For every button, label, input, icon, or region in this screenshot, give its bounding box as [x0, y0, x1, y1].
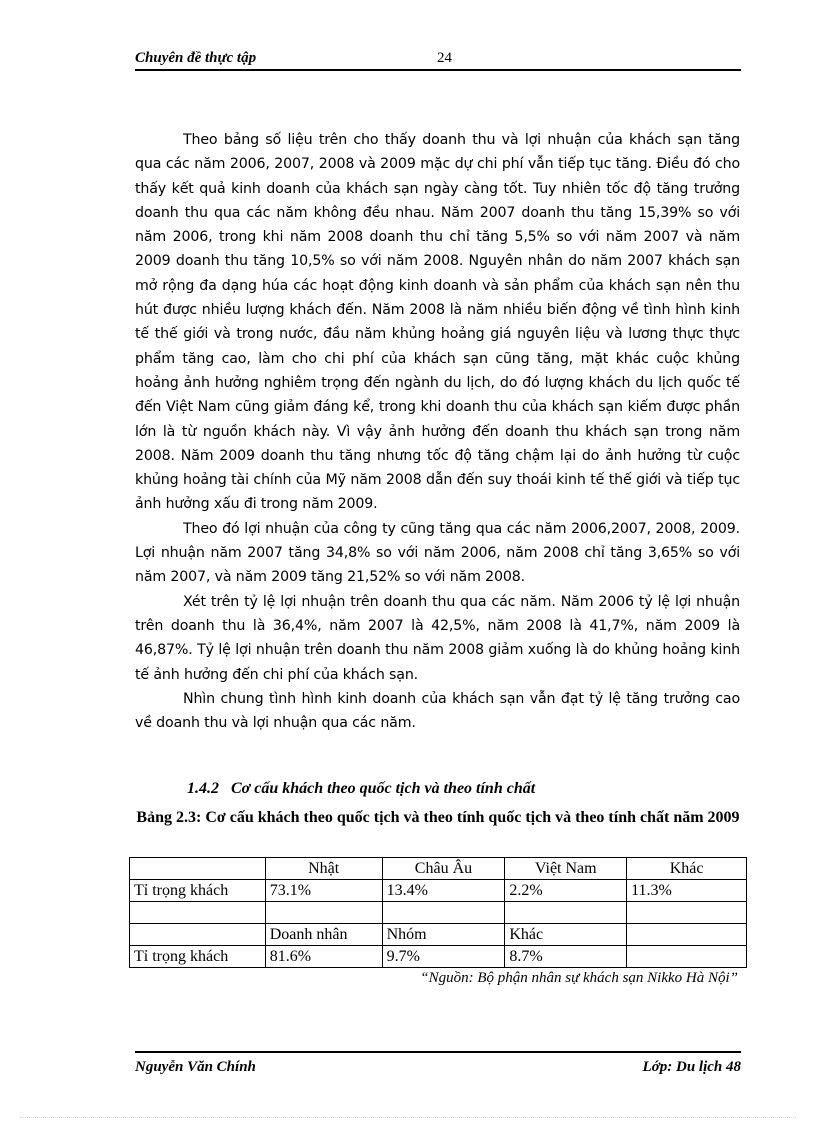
table-caption: Bảng 2.3: Cơ cấu khách theo quốc tịch và theo tính quốc tịch và theo tính chất năm 2009 — [136, 809, 740, 826]
table-row — [130, 902, 747, 924]
table-header-cell: Khác — [627, 858, 747, 880]
table-cell — [627, 946, 747, 968]
table-cell — [265, 902, 382, 924]
paragraph-4: Nhìn chung tình hình kinh doanh của khách sạn vẫn đạt tỷ lệ tăng trưởng cao về doanh thu và lợi nhuận qua các năm. — [135, 690, 740, 732]
table-cell — [130, 924, 266, 946]
table-header-cell: Châu Âu — [382, 858, 505, 880]
guest-structure-table — [129, 857, 747, 968]
table-header-cell: Việt Nam — [505, 858, 627, 880]
paragraph-1: Theo bảng số liệu trên cho thấy doanh thu và lợi nhuận của khách sạn tăng qua các năm 2006, 2007, 2008 và 2009 mặc dự chi phí vẫn tiếp tục tăng. Điều đó cho thấy kết quả kinh doanh của khách sạn ngày càng tốt. Tuy nhiên tốc độ tăng trưởng doanh thu qua các năm không đều nhau. Năm 2007 doanh thu tăng 15,39% so với năm 2006, trong khi năm 2008 doanh thu chỉ tăng 5,5% so với năm 2007 và năm 2009 doanh thu tăng 10,5% so với năm 2008. Nguyên nhân do năm 2007 khách sạn mở rộng đa dạng húa các hoạt động kinh doanh và sản phẩm của khách sạn nên thu hút được nhiều lượng khách đến. Năm 2008 là năm nhiều biến động về tình hình kinh tế thế giới và trong nước, đầu năm khủng hoảng giá nguyên liệu và lương thực thực phẩm tăng cao, làm cho chi phí của khách sạn cũng tăng, mặt khác cuộc khủng hoảng ảnh hưởng nghiêm trọng đến ngành du lịch, do đó lượng khách du lịch quốc tế đến Việt Nam cũng giảm đáng kể, trong khi doanh thu của khách sạn kiếm được phần lớn là từ nguồn khách này. Vì vậy ảnh hưởng đến doanh thu khách sạn trong năm 2008. Năm 2009 doanh thu tăng nhưng tốc độ tăng chậm lại do ảnh hưởng từ cuộc khủng hoảng tài chính của Mỹ năm 2008 dẫn đến suy thoái kinh tế thế giới và tiếp tục ảnh hưởng xấu đi trong năm 2009. — [135, 132, 740, 513]
table-cell: Tỉ trọng khách — [130, 946, 266, 968]
header-title: Chuyên đề thực tập — [135, 50, 257, 66]
footer-author: Nguyễn Văn Chính — [135, 1059, 256, 1075]
page-bottom-divider — [20, 1117, 796, 1118]
table-cell: 11.3% — [627, 880, 747, 902]
table-row — [130, 858, 747, 880]
table-cell — [382, 902, 505, 924]
source-note: “Nguồn: Bộ phận nhân sự khách sạn Nikko Hà Nội” — [420, 970, 738, 986]
table-header-cell: Nhật — [265, 858, 382, 880]
section-title: Cơ cấu khách theo quốc tịch và theo tính chất — [231, 780, 536, 797]
table-cell: 2.2% — [505, 880, 627, 902]
table-cell: Tỉ trọng khách — [130, 880, 266, 902]
table-cell: 9.7% — [382, 946, 505, 968]
table-cell: Nhóm — [382, 924, 505, 946]
table-cell — [505, 902, 627, 924]
paragraph-2: Theo đó lợi nhuận của công ty cũng tăng qua các năm 2006,2007, 2008, 2009. Lợi nhuận năm 2007 tăng 34,8% so với năm 2006, năm 2008 chỉ tăng 3,65% so với năm 2007, và năm 2009 tăng 21,52% so với năm 2008. — [135, 520, 740, 586]
table-cell: 8.7% — [505, 946, 627, 968]
table-cell — [627, 924, 747, 946]
section-number: 1.4.2 — [187, 780, 219, 797]
table-row — [130, 946, 747, 968]
table-cell: Doanh nhân — [265, 924, 382, 946]
page-footer — [135, 1051, 741, 1077]
page-number: 24 — [437, 50, 452, 66]
section-heading — [187, 780, 535, 798]
page-header — [135, 49, 741, 71]
table-row — [130, 880, 747, 902]
footer-class: Lớp: Du lịch 48 — [642, 1059, 741, 1075]
table-cell — [130, 858, 266, 880]
table-cell: 81.6% — [265, 946, 382, 968]
table-row — [130, 924, 747, 946]
table-cell — [130, 902, 266, 924]
table-cell: 13.4% — [382, 880, 505, 902]
table-cell: Khác — [505, 924, 627, 946]
table-cell: 73.1% — [265, 880, 382, 902]
table-cell — [627, 902, 747, 924]
body-text — [135, 128, 740, 735]
paragraph-3: Xét trên tỷ lệ lợi nhuận trên doanh thu qua các năm. Năm 2006 tỷ lệ lợi nhuận trên doanh thu là 36,4%, năm 2007 là 42,5%, năm 2008 là 41,7%, năm 2009 là 46,87%. Tỷ lệ lợi nhuận trên doanh thu năm 2008 giảm xuống là do khủng hoảng kinh tế ảnh hưởng đến chi phí của khách sạn. — [135, 593, 740, 683]
